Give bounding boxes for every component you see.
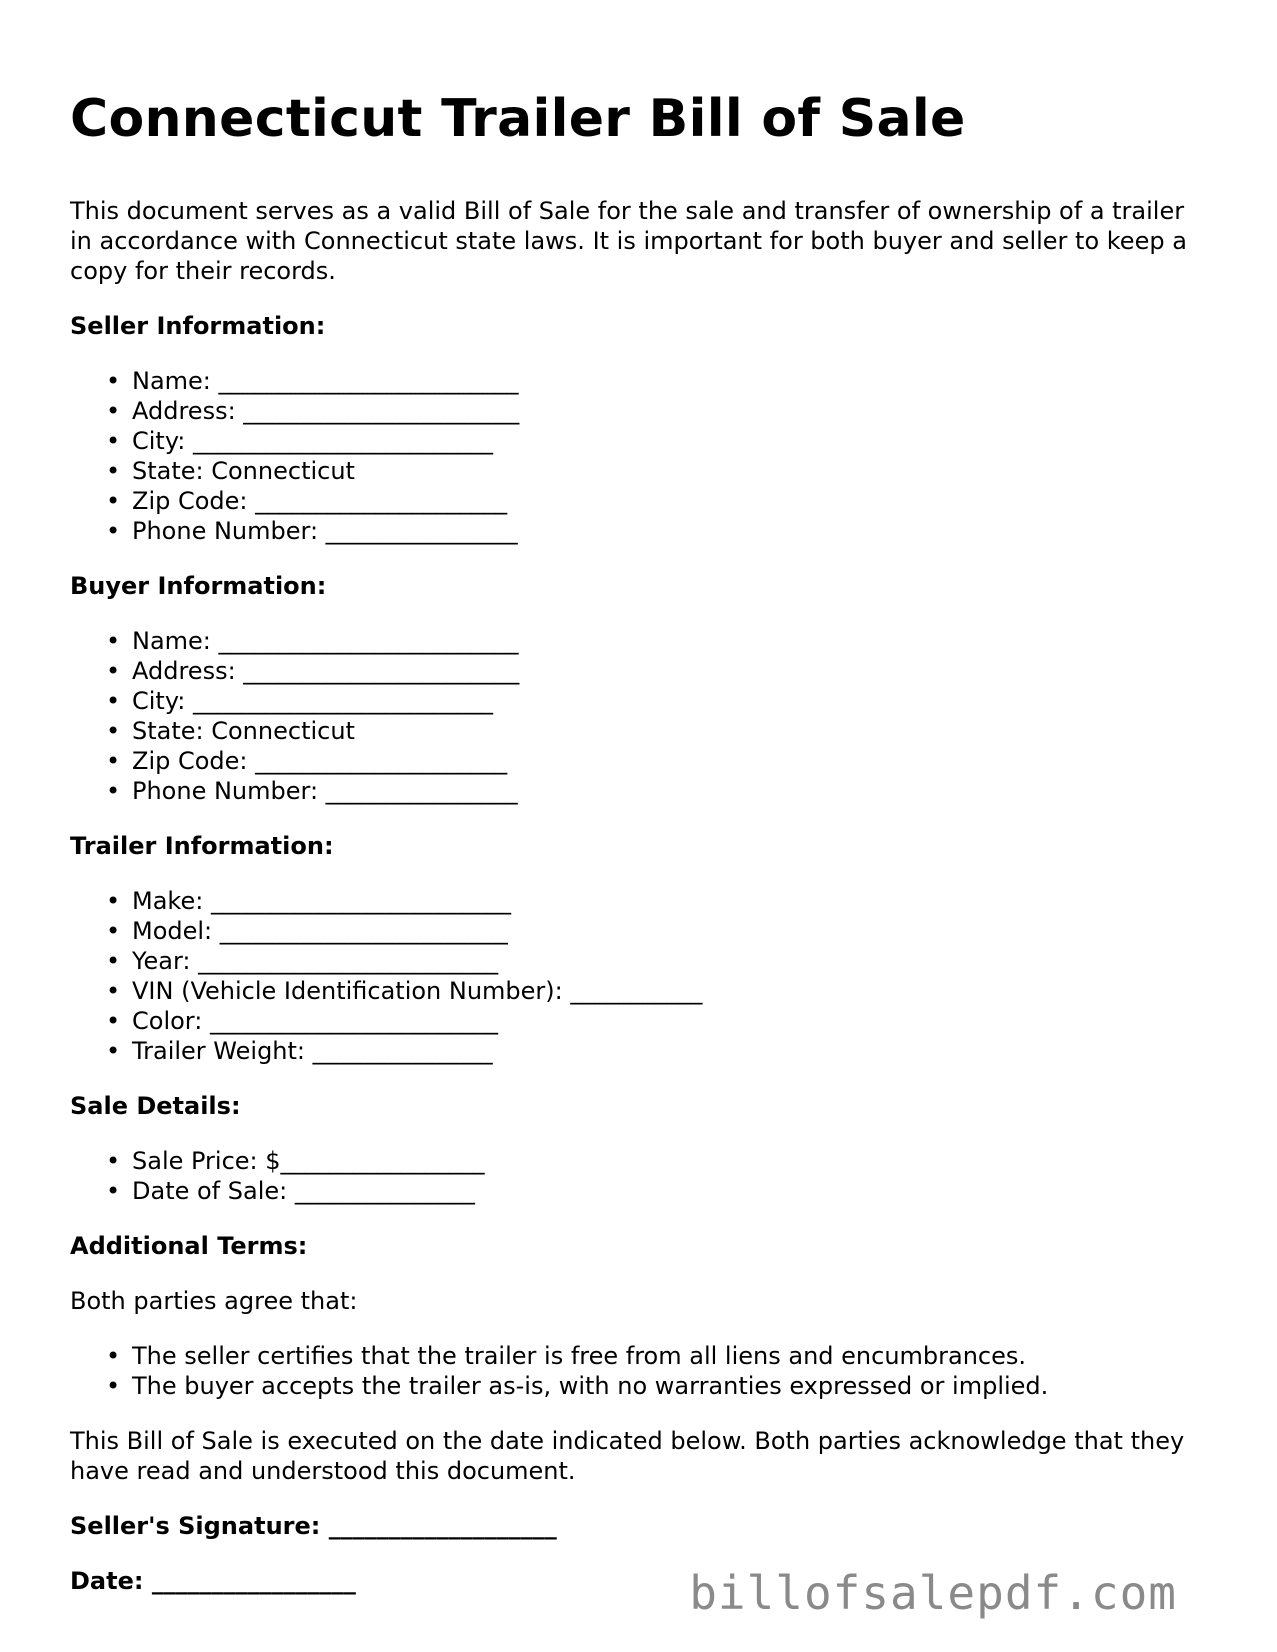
sale-list: [70, 1146, 1210, 1206]
seller-heading: Seller Information:: [70, 312, 326, 340]
seller-phone-field: • Phone Number: ________________: [106, 517, 518, 545]
terms-item: • The seller certifies that the trailer is free from all liens and encumbrances.: [106, 1342, 1027, 1370]
bullet-icon: •: [106, 977, 121, 1005]
seller-name-field: • Name: _________________________: [106, 367, 519, 395]
intro-paragraph: This document serves as a valid Bill of Sale for the sale and transfer of ownership of a trailer in accordance with Connecticut state laws. It is important for both buyer and seller to keep a copy for their records.: [70, 197, 1187, 285]
document-page: [70, 82, 1210, 1621]
bullet-icon: •: [106, 887, 121, 915]
document-title: Connecticut Trailer Bill of Sale: [70, 89, 966, 149]
bullet-icon: •: [106, 517, 121, 545]
bullet-icon: •: [106, 1007, 121, 1035]
trailer-weight-field: • Trailer Weight: _______________: [106, 1037, 493, 1065]
trailer-make-field: • Make: _________________________: [106, 887, 511, 915]
trailer-vin-field: • VIN (Vehicle Identification Number): ___________: [106, 977, 703, 1005]
buyer-city-field: • City: _________________________: [106, 687, 494, 715]
bullet-icon: •: [106, 397, 121, 425]
bullet-icon: •: [106, 1342, 121, 1370]
bullet-icon: •: [106, 1147, 121, 1175]
sale-heading: Sale Details:: [70, 1092, 241, 1120]
buyer-zip-field: • Zip Code: _____________________: [106, 747, 508, 775]
seller-signature-line: Seller's Signature: ___________________: [70, 1512, 557, 1540]
sale-price-field: • Sale Price: $_________________: [106, 1147, 485, 1175]
buyer-list: [70, 626, 1210, 806]
seller-city-field: • City: _________________________: [106, 427, 494, 455]
bullet-icon: •: [106, 687, 121, 715]
sale-date-field: • Date of Sale: _______________: [106, 1177, 475, 1205]
trailer-list: [70, 886, 1210, 1066]
terms-heading: Additional Terms:: [70, 1232, 308, 1260]
buyer-name-field: • Name: _________________________: [106, 627, 519, 655]
buyer-address-field: • Address: _______________________: [106, 657, 520, 685]
bullet-icon: •: [106, 367, 121, 395]
bullet-icon: •: [106, 1372, 121, 1400]
trailer-model-field: • Model: ________________________: [106, 917, 508, 945]
bullet-icon: •: [106, 1177, 121, 1205]
seller-zip-field: • Zip Code: _____________________: [106, 487, 508, 515]
trailer-color-field: • Color: ________________________: [106, 1007, 498, 1035]
watermark: billofsalepdf.com: [689, 1566, 1177, 1620]
buyer-state-field: • State: Connecticut: [106, 717, 355, 745]
bullet-icon: •: [106, 627, 121, 655]
trailer-heading: Trailer Information:: [70, 832, 334, 860]
bullet-icon: •: [106, 717, 121, 745]
terms-list: [70, 1341, 1210, 1401]
seller-state-field: • State: Connecticut: [106, 457, 355, 485]
bullet-icon: •: [106, 427, 121, 455]
bullet-icon: •: [106, 487, 121, 515]
bullet-icon: •: [106, 917, 121, 945]
bullet-icon: •: [106, 1037, 121, 1065]
buyer-phone-field: • Phone Number: ________________: [106, 777, 518, 805]
bullet-icon: •: [106, 947, 121, 975]
signature-date-line: Date: _________________: [70, 1567, 356, 1595]
bullet-icon: •: [106, 747, 121, 775]
bullet-icon: •: [106, 777, 121, 805]
terms-lead: Both parties agree that:: [70, 1287, 358, 1315]
trailer-year-field: • Year: _________________________: [106, 947, 499, 975]
seller-list: [70, 366, 1210, 546]
buyer-heading: Buyer Information:: [70, 572, 327, 600]
bullet-icon: •: [106, 457, 121, 485]
closing-paragraph: This Bill of Sale is executed on the date indicated below. Both parties acknowledge that they have read and understood this document.: [70, 1427, 1185, 1485]
bullet-icon: •: [106, 657, 121, 685]
terms-item: • The buyer accepts the trailer as-is, with no warranties expressed or implied.: [106, 1372, 1049, 1400]
seller-address-field: • Address: _______________________: [106, 397, 520, 425]
